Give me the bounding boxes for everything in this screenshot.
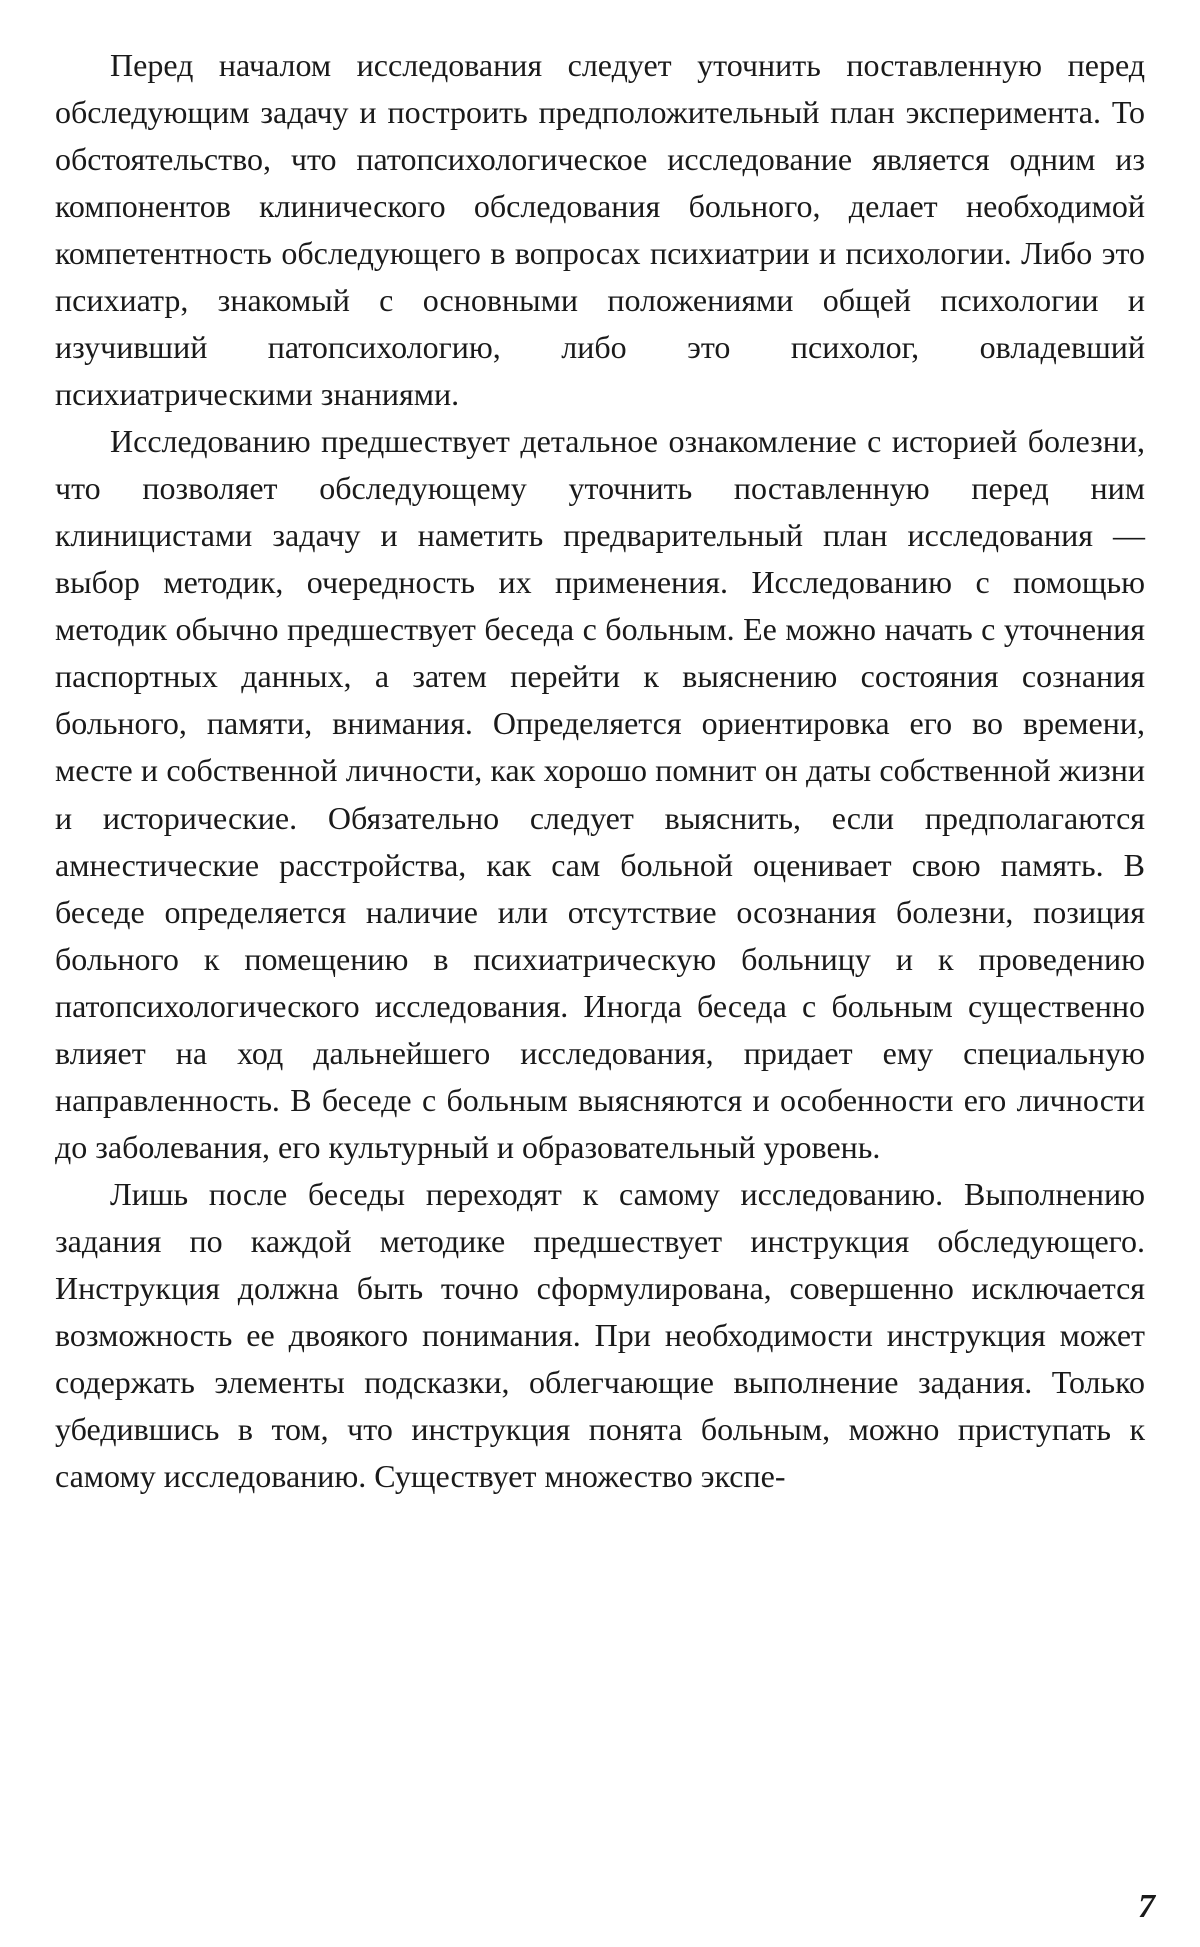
paragraph-2: Исследованию предшествует детальное ознакомление с историей болезни, что позволяет обследующему уточнить поставленную перед ним клиницистами задачу и наметить предварительный план исследования — выбор методик, очередность их применения. Исследованию с помощью методик обычно предшествует беседа с больным. Ее можно начать с уточнения паспортных данных, а затем перейти к выяснению состояния сознания больного, памяти, внимания. Определяется ориентировка его во времени, месте и собственной личности, как хорошо помнит он даты собственной жизни и исторические. Обязательно следует выяснить, если предполагаются амнестические расстройства, как сам больной оценивает свою память. В беседе определяется наличие или отсутствие осознания болезни, позиция больного к помещению в психиатрическую больницу и к проведению патопсихологического исследования. Иногда беседа с больным существенно влияет на ход дальнейшего исследования, придает ему специальную направленность. В беседе с больным выясняются и особенности его личности до заболевания, его культурный и образовательный уровень.	[55, 423, 1145, 1165]
text-column	[55, 42, 1145, 1500]
paragraph-1: Перед началом исследования следует уточнить поставленную перед обследующим задачу и построить предположительный план эксперимента. То обстоятельство, что патопсихологическое исследование является одним из компонентов клинического обследования больного, делает необходимой компетентность обследующего в вопросах психиатрии и психологии. Либо это психиатр, знакомый с основными положениями общей психологии и изучивший патопсихологию, либо это психолог, овладевший психиатрическими знаниями.	[55, 47, 1145, 413]
paragraph-3: Лишь после беседы переходят к самому исследованию. Выполнению задания по каждой методике предшествует инструкция обследующего. Инструкция должна быть точно сформулирована, совершенно исключается возможность ее двоякого понимания. При необходимости инструкция может содержать элементы подсказки, облегчающие выполнение задания. Только убедившись в том, что инструкция понята больным, можно приступать к самому исследованию. Существует множество экспе-	[55, 1175, 1145, 1494]
page-number: 7	[1138, 1888, 1155, 1925]
